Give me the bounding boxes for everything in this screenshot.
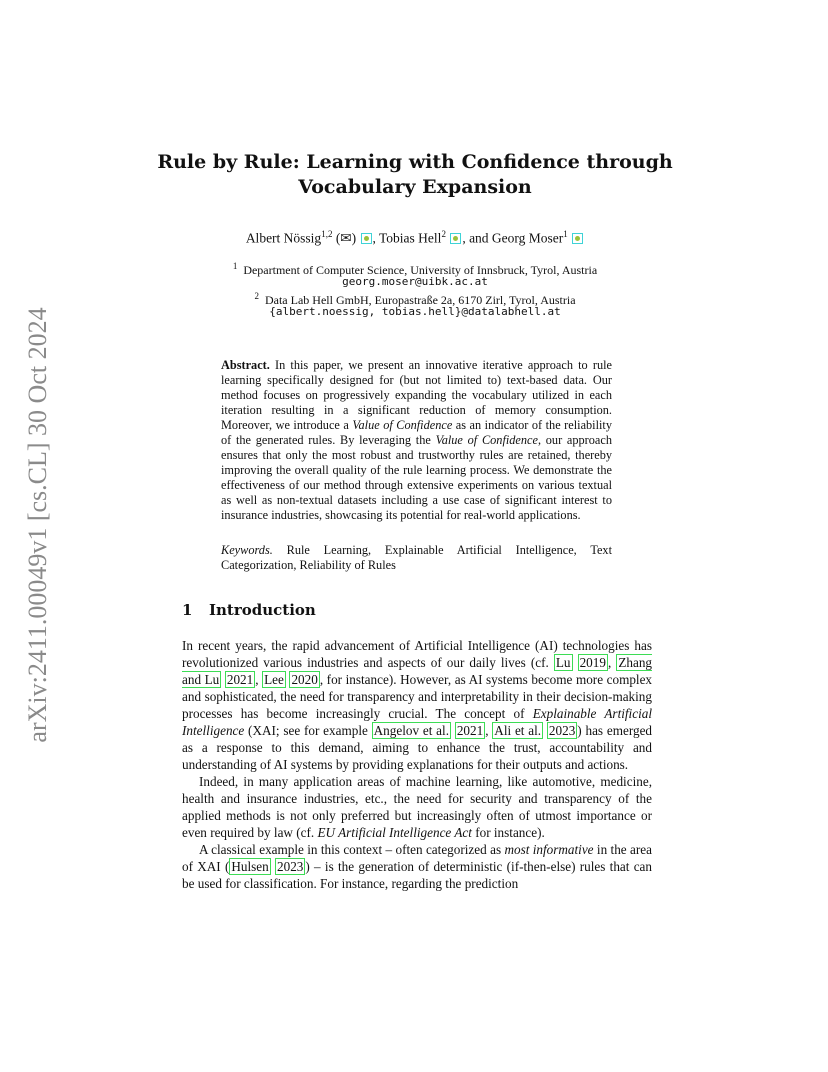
abstract-text: as an indicator of the reliability of the generated rules. By leveraging the bbox=[221, 418, 612, 447]
orcid-icon[interactable] bbox=[450, 233, 461, 244]
citation-link[interactable]: Angelov et al. bbox=[373, 723, 449, 738]
text-run: , bbox=[607, 655, 617, 670]
affiliation-1-email-line bbox=[150, 274, 680, 289]
affiliation-1-email[interactable]: georg.moser@uibk.ac.at bbox=[342, 275, 488, 288]
citation-link[interactable]: Hulsen bbox=[231, 859, 269, 874]
paper-title bbox=[150, 150, 680, 200]
text-run: In recent years, the rapid advancement of Artificial Intelligence (AI) technologies has revolutionized various industries and aspects of our daily lives (cf. bbox=[182, 638, 652, 670]
text-run: , bbox=[255, 672, 263, 687]
arxiv-stamp-container bbox=[8, 290, 68, 760]
affiliation-2-text: Data Lab Hell GmbH, Europastraße 2a, 6170 Zirl, Tyrol, Austria bbox=[264, 293, 576, 307]
citation-year-link[interactable]: 2021 bbox=[456, 723, 484, 738]
citation-link[interactable]: Lu bbox=[555, 655, 571, 670]
emphasis: most informative bbox=[504, 842, 594, 857]
keywords bbox=[221, 543, 612, 573]
keywords-label: Keywords. bbox=[221, 543, 273, 557]
citation-link[interactable]: Ali et al. bbox=[494, 723, 542, 738]
keywords-text: Rule Learning, Explainable Artificial Intelligence, Text Categorization, Reliability of Rules bbox=[221, 543, 612, 572]
text-run: ) has emerged as a response to this demand, aiming to enhance the trust, accountability and understanding of AI systems by providing explanations for their outputs and actions. bbox=[182, 723, 653, 772]
citation-link[interactable]: Zhang and Lu bbox=[182, 655, 653, 687]
text-run: (XAI; see for example bbox=[244, 723, 372, 738]
author-2-affil: 2 bbox=[441, 229, 446, 239]
text-run: for instance). bbox=[471, 825, 545, 840]
title-line-2: Vocabulary Expansion bbox=[298, 176, 532, 198]
emphasis: EU Artificial Intelligence Act bbox=[317, 825, 472, 840]
text-run: A classical example in this context – often categorized as bbox=[199, 842, 505, 857]
abstract-label: Abstract. bbox=[221, 358, 270, 372]
section-number: 1 bbox=[182, 601, 193, 619]
paragraph-2 bbox=[182, 773, 652, 841]
abstract-emphasis: Value of Confidence bbox=[352, 418, 453, 432]
title-line-1: Rule by Rule: Learning with Confidence through bbox=[157, 151, 673, 173]
abstract bbox=[221, 358, 612, 523]
author-3: , and Georg Moser bbox=[462, 230, 564, 246]
affiliation-2-email[interactable]: {albert.noessig, tobias.hell}@datalabhell.at bbox=[269, 305, 561, 318]
citation-year-link[interactable]: 2023 bbox=[548, 723, 576, 738]
text-run: , bbox=[485, 723, 493, 738]
affiliation-1-number: 1 bbox=[232, 261, 238, 271]
citation-year-link[interactable]: 2020 bbox=[291, 672, 318, 687]
text-run: ) – is the generation of deterministic (if-then-else) rules that can be used for classification. For instance, regarding the prediction bbox=[182, 859, 653, 891]
arxiv-stamp: arXiv:2411.00049v1 [cs.CL] 30 Oct 2024 bbox=[23, 307, 52, 743]
body-text bbox=[182, 637, 652, 892]
affiliation-2-number: 2 bbox=[254, 291, 259, 301]
abstract-emphasis: Value of Confidence bbox=[435, 433, 538, 447]
section-title: Introduction bbox=[209, 601, 316, 619]
emphasis: Explainable Artificial Intelligence bbox=[182, 706, 652, 738]
text-run: Indeed, in many application areas of machine learning, like automotive, medicine, health and insurance industries, etc., the need for security and transparency of the applied methods is not only preferred but increasingly often of utmost importance or even required by law (cf. bbox=[182, 774, 652, 840]
orcid-icon[interactable] bbox=[361, 233, 372, 244]
author-2: , Tobias Hell bbox=[372, 230, 442, 246]
citation-link[interactable]: Lee bbox=[264, 672, 284, 687]
text-run: in the area of XAI ( bbox=[182, 842, 652, 874]
author-3-affil: 1 bbox=[563, 229, 568, 239]
abstract-text: , our approach ensures that only the most robust and trustworthy rules are retained, thereby improving the overall quality of the rule learning process. We demonstrate the effectiveness of our method through extensive experiments on various textual as well as non-textual datasets including a use case of significant interest to insurance industries, showcasing its potential for real-world applications. bbox=[221, 433, 612, 522]
paragraph-3 bbox=[182, 841, 652, 892]
affiliation-2-email-line bbox=[150, 304, 680, 319]
text-run: , for instance). However, as AI systems become more complex and sophisticated, the need for transparency and interpretability in their decision-making processes has become increasingly crucial. The concept of bbox=[182, 672, 653, 721]
author-1: Albert Nössig bbox=[245, 230, 322, 246]
affiliation-1-text: Department of Computer Science, University of Innsbruck, Tyrol, Austria bbox=[243, 263, 598, 277]
citation-year-link[interactable]: 2023 bbox=[277, 859, 304, 874]
abstract-text: In this paper, we present an innovative iterative approach to rule learning specifically designed for (but not limited to) text-based data. Our method focuses on progressively expanding the vocabulary utilized in each iteration resulting in a significant reduction of memory consumption. Moreover, we introduce a bbox=[221, 358, 612, 432]
citation-year-link[interactable]: 2021 bbox=[226, 672, 254, 687]
corresponding-mail-icon[interactable]: (✉) bbox=[335, 230, 357, 246]
author-1-affil: 1,2 bbox=[321, 229, 333, 239]
orcid-icon[interactable] bbox=[572, 233, 583, 244]
citation-year-link[interactable]: 2019 bbox=[579, 655, 606, 670]
paragraph-1 bbox=[182, 637, 652, 773]
author-list bbox=[150, 229, 680, 247]
section-heading bbox=[182, 601, 316, 619]
